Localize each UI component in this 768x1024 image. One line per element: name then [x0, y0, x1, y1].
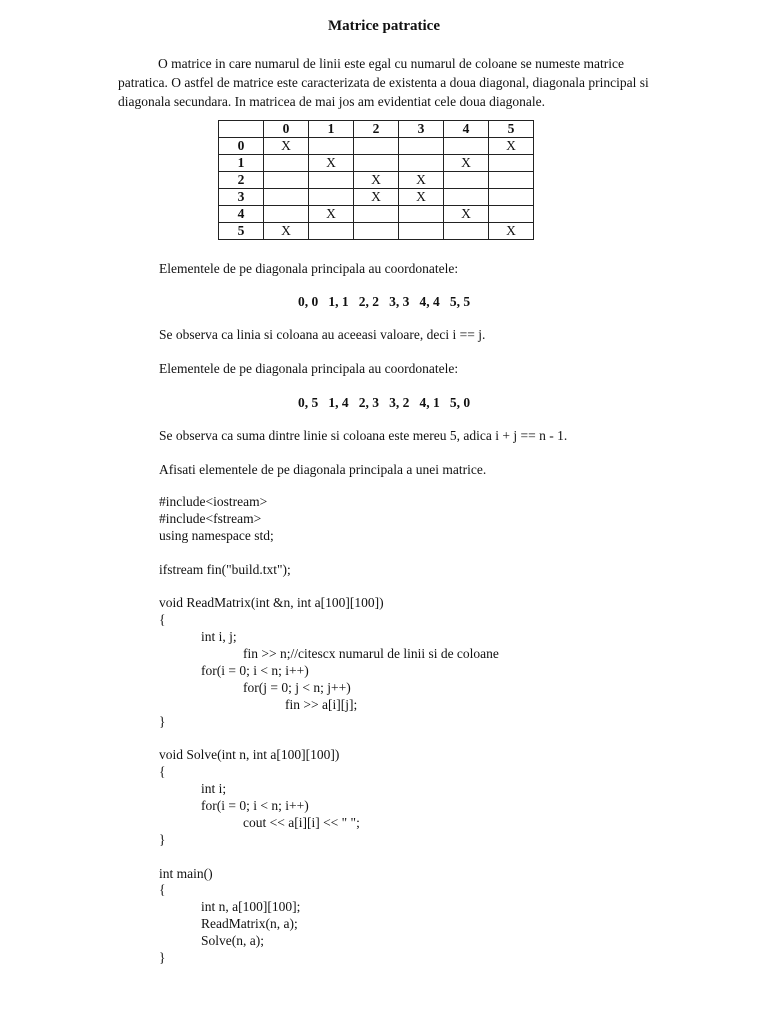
code-line: int i, j;: [201, 629, 237, 645]
secondary-diagonal-intro: Elementele de pe diagonala principala au coordonatele:: [159, 361, 459, 376]
matrix-row: [219, 206, 534, 223]
matrix-row: [219, 189, 534, 206]
code-line: {: [159, 612, 166, 628]
code-line: for(j = 0; j < n; j++): [243, 679, 351, 695]
matrix-cell: [444, 172, 489, 189]
code-line: cout << a[i][i] << " ";: [243, 814, 360, 830]
matrix-cell: [399, 138, 444, 155]
matrix-cell: [264, 206, 309, 223]
code-line: fin >> n;//citescx numarul de linii si de coloane: [243, 646, 499, 662]
matrix-row: [219, 223, 534, 240]
matrix-cell: X: [399, 189, 444, 206]
matrix-column-header: 4: [444, 121, 489, 138]
intro-paragraph: O matrice in care numarul de linii este egal cu numarul de coloane se numeste matrice patratica. O astfel de matrice este caracterizata de existenta a doua diagonal, diagonala principal si diagonala secundara. In matricea de mai jos am evidentiat cele doua diagonale.: [118, 56, 649, 109]
code-line: #include<iostream>: [159, 494, 268, 509]
matrix-cell: X: [264, 138, 309, 155]
code-line: int n, a[100][100];: [201, 899, 301, 915]
matrix-cell: [309, 138, 354, 155]
matrix-row-header: 1: [219, 155, 264, 172]
matrix-cell: [399, 155, 444, 172]
matrix-cell: [399, 206, 444, 223]
code-line: Solve(n, a);: [201, 933, 264, 949]
principal-diagonal-intro: Elementele de pe diagonala principala au coordonatele:: [159, 261, 459, 276]
matrix-cell: [309, 189, 354, 206]
matrix-column-header: 2: [354, 121, 399, 138]
matrix-cell: X: [444, 155, 489, 172]
code-line: ifstream fin("build.txt");: [159, 561, 291, 577]
matrix-cell: X: [489, 223, 534, 240]
matrix-row-header: 3: [219, 189, 264, 206]
matrix-cell: [444, 223, 489, 240]
code-line: for(i = 0; i < n; i++): [201, 798, 309, 814]
matrix-corner-cell: [219, 121, 264, 138]
matrix-row-header: 2: [219, 172, 264, 189]
matrix-cell: X: [354, 189, 399, 206]
secondary-diagonal-coordinates: 0, 5 1, 4 2, 3 3, 2 4, 1 5, 0: [297, 395, 471, 410]
code-line: [159, 578, 499, 595]
matrix-cell: [489, 172, 534, 189]
code-line: #include<fstream>: [159, 510, 262, 526]
page-title: Matrice patratice: [327, 18, 441, 34]
matrix-cell: [264, 172, 309, 189]
matrix-cell: [399, 223, 444, 240]
matrix-cell: X: [444, 206, 489, 223]
matrix-row-header: 5: [219, 223, 264, 240]
code-line: }: [159, 713, 166, 729]
matrix-cell: [309, 223, 354, 240]
matrix-cell: X: [309, 155, 354, 172]
matrix-column-header: 0: [264, 121, 309, 138]
code-line: int main(): [159, 865, 213, 881]
diagonal-matrix-table: [218, 120, 534, 240]
matrix-cell: [354, 206, 399, 223]
matrix-cell: [354, 155, 399, 172]
matrix-row: [219, 155, 534, 172]
matrix-cell: [264, 189, 309, 206]
matrix-cell: [354, 223, 399, 240]
code-line: for(i = 0; i < n; i++): [201, 662, 309, 678]
matrix-cell: X: [354, 172, 399, 189]
matrix-row: [219, 138, 534, 155]
matrix-row: [219, 172, 534, 189]
matrix-cell: [489, 206, 534, 223]
matrix-cell: [309, 172, 354, 189]
code-line: }: [159, 831, 166, 847]
matrix-cell: [444, 189, 489, 206]
code-listing: [159, 494, 499, 967]
code-line: }: [159, 950, 166, 966]
task-statement: Afisati elementele de pe diagonala principala a unei matrice.: [159, 462, 487, 477]
code-line: {: [159, 882, 166, 898]
matrix-column-header: 3: [399, 121, 444, 138]
matrix-cell: [489, 189, 534, 206]
code-line: {: [159, 764, 166, 780]
code-line: [159, 849, 499, 866]
principal-observation: Se observa ca linia si coloana au aceeasi valoare, deci i == j.: [159, 327, 486, 342]
matrix-cell: X: [309, 206, 354, 223]
matrix-cell: X: [264, 223, 309, 240]
matrix-cell: [264, 155, 309, 172]
matrix-cell: [489, 155, 534, 172]
principal-diagonal-coordinates: 0, 0 1, 1 2, 2 3, 3 4, 4 5, 5: [297, 294, 471, 309]
matrix-column-header: 5: [489, 121, 534, 138]
code-line: void ReadMatrix(int &n, int a[100][100]): [159, 595, 384, 611]
code-line: [159, 730, 499, 747]
code-line: void Solve(int n, int a[100][100]): [159, 747, 340, 763]
matrix-row-header: 4: [219, 206, 264, 223]
code-line: [159, 545, 499, 562]
matrix-cell: X: [399, 172, 444, 189]
code-line: fin >> a[i][j];: [285, 696, 358, 712]
matrix-cell: X: [489, 138, 534, 155]
code-line: ReadMatrix(n, a);: [201, 916, 298, 932]
code-line: using namespace std;: [159, 527, 274, 543]
matrix-column-header: 1: [309, 121, 354, 138]
matrix-header-row: [219, 121, 534, 138]
secondary-observation: Se observa ca suma dintre linie si coloana este mereu 5, adica i + j == n - 1.: [159, 428, 568, 443]
code-line: int i;: [201, 781, 227, 797]
matrix-cell: [354, 138, 399, 155]
matrix-row-header: 0: [219, 138, 264, 155]
matrix-cell: [444, 138, 489, 155]
